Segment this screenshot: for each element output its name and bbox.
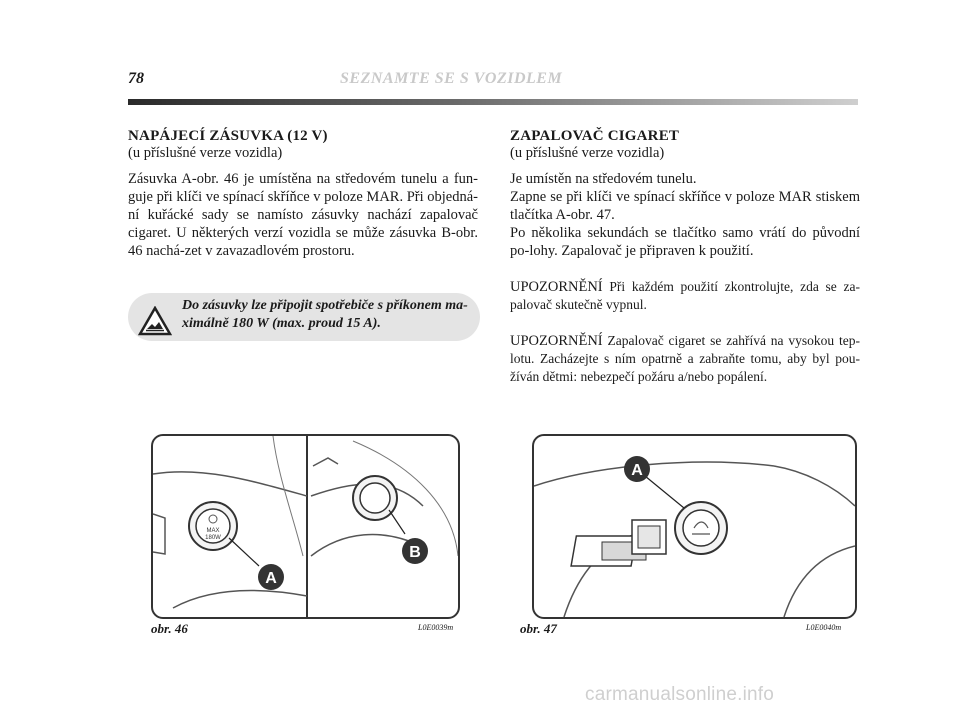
socket-heading: NAPÁJECÍ ZÁSUVKA (12 V) [128,128,328,144]
socket-paragraph: Zásuvka A-obr. 46 je umístěna na středovém tunelu a fun-guje při klíči ve spínací skříňce v poloze MAR. Při objedná-ní kuřácké sady se namísto zásuvky nachází zapalovač cigaret. U některých verzí vozidla se může zásuvka B-obr. 46 nachá-zet v zavazadlovém prostoru. [128,171,478,259]
lighter-body [510,170,860,386]
figure-46-caption: obr. 46 [151,621,188,636]
label-a-46: A [265,570,277,587]
figure-47-illustration [534,436,855,617]
note-2-text: Zapalovač cigaret se zahřívá na vysokou tep-lotu. Zacházejte s ním opatrně a zabraňte tomu, aby byl pou-žíván dětmi: nebezpečí požáru a/nebo popálení. [510,333,860,384]
label-b-46: B [409,544,421,561]
note-1-label: UPOZORNĚNÍ [510,279,603,295]
note-2-label: UPOZORNĚNÍ [510,333,603,349]
running-title: SEZNAMTE SE S VOZIDLEM [340,70,563,87]
lighter-note-1 [510,278,860,314]
socket-max-text: MAX [206,528,220,534]
figure-46 [151,434,460,619]
warning-text: Do zásuvky lze připojit spotřebiče s příkonem ma-ximálně 180 W (max. proud 15 A). [182,298,468,331]
lighter-p3: Po několika sekundách se tlačítko samo vrátí do původní po-lohy. Zapalovač je připraven k použití. [510,225,860,259]
figure-47-code: L0E0040m [806,623,842,632]
footer-watermark: carmanualsonline.info [585,684,775,705]
figure-47 [532,434,857,619]
lighter-note-2 [510,332,860,386]
figure-46-illustration [153,436,458,617]
figure-47-caption: obr. 47 [520,621,557,636]
lighter-heading: ZAPALOVAČ CIGARET [510,128,680,144]
page-number: 78 [128,70,144,87]
socket-section [128,128,478,260]
note-1-text: Při každém použití zkontrolujte, zda se za-palovač skutečně vypnul. [510,279,860,312]
header-rule [128,99,858,105]
lighter-section [510,128,860,386]
warning-triangle-icon [138,306,172,336]
socket-watt-text: 180W [205,535,221,541]
figure-46-code: L0E0039m [418,623,454,632]
lighter-p2: Zapne se při klíči ve spínací skříňce v poloze MAR stiskem tlačítka A-obr. 47. [510,189,860,223]
lighter-subtitle: (u příslušné verze vozidla) [510,145,665,161]
lighter-p1: Je umístěn na středovém tunelu. [510,171,697,187]
socket-subtitle: (u příslušné verze vozidla) [128,145,283,161]
label-a-47: A [631,462,643,479]
